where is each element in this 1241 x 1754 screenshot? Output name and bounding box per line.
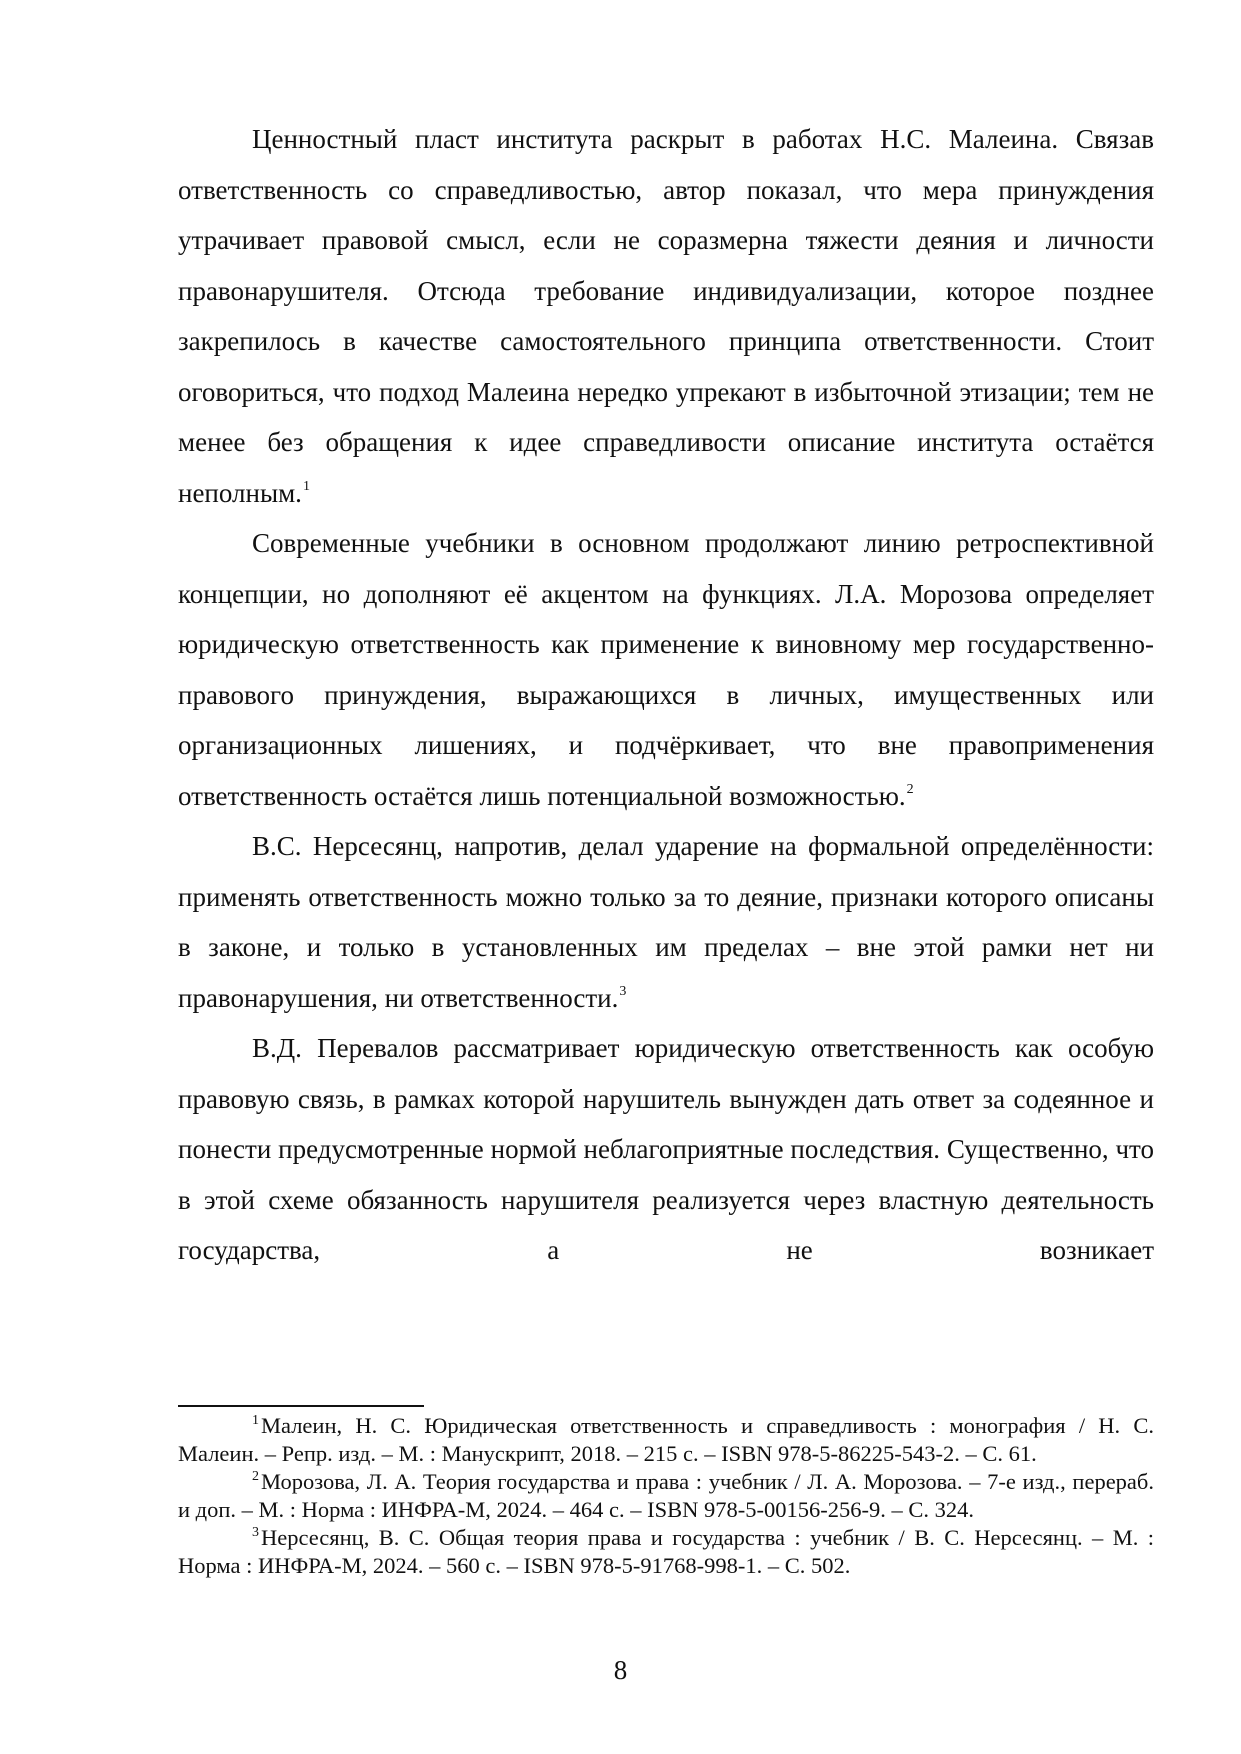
paragraph-3 [178, 821, 1154, 1023]
footnote-number: 1 [252, 1413, 259, 1428]
footnote-ref-1[interactable]: 1 [302, 478, 310, 494]
paragraph-4 [178, 1023, 1154, 1276]
footnote-ref-2[interactable]: 2 [906, 781, 914, 797]
paragraph-text: В.С. Нерсесянц, напротив, делал ударение на формальной определённости: применять ответственность можно только за то деяние, признаки которого описаны в законе, и только в установленных им пределах – вне этой рамки нет ни правонарушения, ни ответственности. [178, 831, 1154, 1013]
body-text [178, 114, 1154, 1276]
paragraph-1 [178, 114, 1154, 518]
paragraph-text: Ценностный пласт института раскрыт в работах Н.С. Малеина. Связав ответственность со справедливостью, автор показал, что мера принуждения утрачивает правовой смысл, если не соразмерна тяжести деяния и личности правонарушителя. Отсюда требование индивидуализации, которое позднее закрепилось в качестве самостоятельного принципа ответственности. Стоит оговориться, что подход Малеина нередко упрекают в избыточной этизации; тем не менее без обращения к идее справедливости описание института остаётся неполным. [178, 124, 1154, 508]
footnote-1 [178, 1412, 1154, 1468]
footnote-3 [178, 1524, 1154, 1580]
footnote-text: Нерсесянц, В. С. Общая теория права и государства : учебник / В. С. Нерсесянц. – М. : Норма : ИНФРА-М, 2024. – 560 с. – ISBN 978-5-91768-998-1. – С. 502. [178, 1525, 1154, 1578]
footnote-separator [178, 1405, 424, 1407]
paragraph-text: Современные учебники в основном продолжают линию ретроспективной концепции, но дополняют её акцентом на функциях. Л.А. Морозова определяет юридическую ответственность как применение к виновному мер государственно-правового принуждения, выражающихся в личных, имущественных или организационных лишениях, и подчёркивает, что вне правоприменения ответственность остаётся лишь потенциальной возможностью. [178, 528, 1154, 811]
footnote-text: Морозова, Л. А. Теория государства и права : учебник / Л. А. Морозова. – 7-е изд., перераб. и доп. – М. : Норма : ИНФРА-М, 2024. – 464 с. – ISBN 978-5-00156-256-9. – С. 324. [178, 1469, 1154, 1522]
footnote-2 [178, 1468, 1154, 1524]
footnote-number: 2 [252, 1469, 259, 1484]
footnote-text: Малеин, Н. С. Юридическая ответственность и справедливость : монография / Н. С. Малеин. – Репр. изд. – М. : Манускрипт, 2018. – 215 с. – ISBN 978-5-86225-543-2. – С. 61. [178, 1413, 1154, 1466]
footnote-ref-3[interactable]: 3 [619, 983, 627, 999]
footnote-number: 3 [252, 1525, 259, 1540]
paragraph-text: В.Д. Перевалов рассматривает юридическую ответственность как особую правовую связь, в рамках которой нарушитель вынужден дать ответ за содеянное и понести предусмотренные нормой неблагоприятные последствия. Существенно, что в этой схеме обязанность нарушителя реализуется через властную деятельность государства, а не возникает [178, 1033, 1154, 1265]
paragraph-2 [178, 518, 1154, 821]
footnotes [178, 1412, 1154, 1580]
page-number: 8 [613, 1655, 628, 1685]
